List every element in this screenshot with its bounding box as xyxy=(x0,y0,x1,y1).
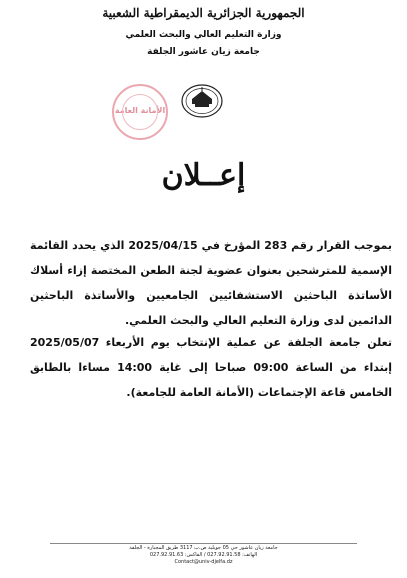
university-header: جامعة زيان عاشور الجلفة xyxy=(147,47,260,57)
footer-address: جامعة زيان عاشور حي 05 جويلية ص.ب 3117 طريق المجبارة - الجلفة xyxy=(129,545,278,551)
republic-header: الجمهورية الجزائرية الديمقراطية الشعبية xyxy=(102,6,305,20)
footer xyxy=(0,545,407,575)
announcement-title: إعــلان xyxy=(161,158,246,193)
paragraph-election: تعلن جامعة الجلفة عن عملية الإنتخاب يوم الأربعاء 2025/05/07 إبتداء من الساعة 09:00 صباحا إلى غاية 14:00 مساءا بالطابق الخامس قاعة الإجتماعات (الأمانة العامة للجامعة). xyxy=(30,336,392,399)
footer-divider xyxy=(50,543,357,544)
footer-email: Contact@univ-djelfa.dz xyxy=(174,559,233,565)
paragraph-decision: بموجب القرار رقم 283 المؤرخ في 2025/04/15 الذي يحدد القائمة الإسمية للمترشحين بعنوان عضوية لجنة الطعن المختصة إزاء أسلاك الأساتذة الباحثين الاستشفائيين الجامعيين والأساتذة الباحثين الدائمين لدى وزارة التعليم العالي والبحث العلمي. xyxy=(30,239,392,327)
university-logo-icon xyxy=(181,84,223,118)
ministry-header: وزارة التعليم العالي والبحث العلمي xyxy=(125,30,282,40)
stamp-text: الأمانة العامة xyxy=(114,106,166,115)
footer-phone: الهاتف: 027.92.91.58 / الفاكس: 027.92.91.63 xyxy=(149,552,258,558)
official-stamp xyxy=(112,84,168,140)
